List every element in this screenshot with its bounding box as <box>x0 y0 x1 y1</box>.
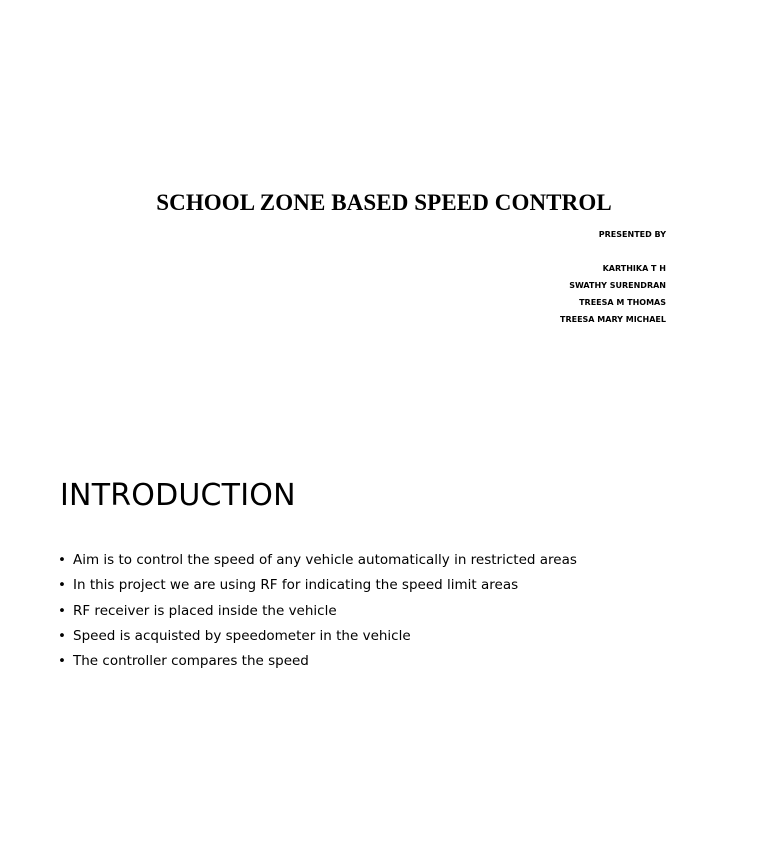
bullet-item: • Aim is to control the speed of any vehicle automatically in restricted areas <box>58 548 577 573</box>
introduction-slide <box>0 430 768 866</box>
presenter-name: TREESA MARY MICHAEL <box>560 315 666 324</box>
bullet-item: • The controller compares the speed <box>58 649 577 674</box>
presenters-block <box>560 226 666 328</box>
presenter-name: KARTHIKA T H <box>602 264 666 273</box>
presentation-title: SCHOOL ZONE BASED SPEED CONTROL <box>156 190 612 215</box>
bullet-item: • Speed is acquisted by speedometer in the vehicle <box>58 624 577 649</box>
presented-by-label: PRESENTED BY <box>598 230 666 239</box>
presenter-name: TREESA M THOMAS <box>579 298 666 307</box>
section-heading: INTRODUCTION <box>60 478 296 513</box>
bullet-list <box>58 548 577 674</box>
presenter-name: SWATHY SURENDRAN <box>569 281 666 290</box>
bullet-item: • In this project we are using RF for indicating the speed limit areas <box>58 573 577 598</box>
bullet-item: • RF receiver is placed inside the vehicle <box>58 599 577 624</box>
title-slide <box>0 0 768 430</box>
